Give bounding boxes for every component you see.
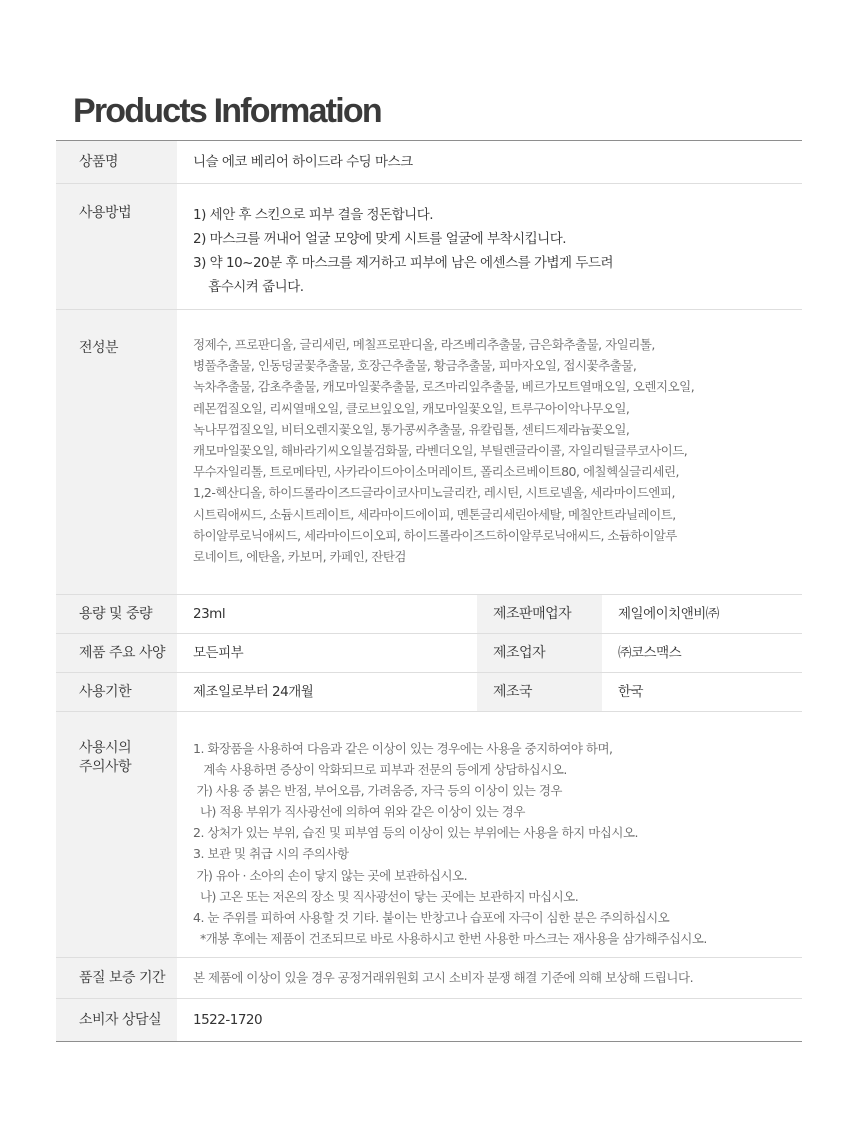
usage-line: 흡수시켜 줍니다. (193, 279, 304, 295)
ingredients-line: 캐모마일꽃오일, 해바라기씨오일불검화물, 라벤더오일, 부틸렌글라이콜, 자일리틸글루코사이드, (193, 443, 688, 459)
caution-line: 가) 사용 중 붉은 반점, 부어오름, 가려움증, 자극 등의 이상이 있는 경우 (193, 783, 563, 799)
caution-label (56, 712, 177, 958)
ingredients-line: 시트릭애씨드, 소듐시트레이트, 세라마이드에이피, 멘톤글리세린아세탈, 메칠안트라닐레이트, (193, 506, 676, 522)
caution-label-line: 주의사항 (79, 759, 132, 775)
spec-value: 모든피부 (177, 634, 477, 673)
ingredients-line: 1,2-헥산디올, 하이드롤라이즈드글라이코사미노글리칸, 레시틴, 시트로넬올, 세라마이드엔피, (193, 485, 675, 501)
ingredients-line: 무수자일리톨, 트로메타민, 사카라이드아이소머레이트, 폴리소르베이트80, 에칠헥실글리세린, (193, 464, 680, 480)
distributor-value: 제일에이치앤비㈜ (602, 595, 802, 634)
row-consumer-center (56, 999, 802, 1042)
ingredients-line: 녹차추출물, 감초추출물, 캐모마일꽃추출물, 로즈마리잎추출물, 베르가모트열매오일, 오렌지오일, (193, 379, 695, 395)
distributor-label: 제조판매업자 (477, 595, 602, 634)
caution-line: 4. 눈 주위를 피하여 사용할 것 기타. 붙이는 반창고나 습포에 자극이 심한 분은 주의하십시오 (193, 909, 670, 925)
usage-line: 1) 세안 후 스킨으로 피부 결을 정돈합니다. (193, 207, 434, 223)
ingredients-line: 병풀추출물, 인동덩굴꽃추출물, 호장근추출물, 황금추출물, 피마자오일, 접시꽃추출물, (193, 358, 637, 374)
usage-value (177, 184, 802, 310)
product-name-value: 니슬 에코 베리어 하이드라 수딩 마스크 (177, 141, 802, 184)
product-info-table (56, 140, 802, 1042)
spec-label: 제품 주요 사양 (56, 634, 177, 673)
row-expiry (56, 673, 802, 712)
usage-line: 2) 마스크를 꺼내어 얼굴 모양에 맞게 시트를 얼굴에 부착시킵니다. (193, 231, 567, 247)
quality-value: 본 제품에 이상이 있을 경우 공정거래위원회 고시 소비자 분쟁 해결 기준에 의해 보상해 드립니다. (177, 958, 802, 999)
country-label: 제조국 (477, 673, 602, 712)
country-value: 한국 (602, 673, 802, 712)
caution-line: 계속 사용하면 증상이 악화되므로 피부과 전문의 등에게 상담하십시오. (193, 762, 567, 778)
manufacturer-value: ㈜코스맥스 (602, 634, 802, 673)
expiry-label: 사용기한 (56, 673, 177, 712)
caution-line: 나) 적용 부위가 직사광선에 의하여 위와 같은 이상이 있는 경우 (193, 804, 525, 820)
expiry-value: 제조일로부터 24개월 (177, 673, 477, 712)
ingredients-line: 정제수, 프로판디올, 글리세린, 메칠프로판디올, 라즈베리추출물, 금은화추출물, 자일리톨, (193, 337, 655, 352)
caution-line: 2. 상처가 있는 부위, 습진 및 피부염 등의 이상이 있는 부위에는 사용을 하지 마십시오. (193, 825, 639, 841)
row-usage (56, 184, 802, 310)
row-product-name (56, 141, 802, 184)
row-ingredients (56, 310, 802, 595)
page-title: Products Information (73, 92, 381, 130)
ingredients-line: 녹나무껍질오일, 비터오렌지꽃오일, 통가콩씨추출물, 유칼립톨, 센티드제라늄꽃오일, (193, 421, 630, 437)
ingredients-value (177, 310, 802, 595)
manufacturer-label: 제조업자 (477, 634, 602, 673)
row-caution (56, 712, 802, 958)
capacity-value: 23ml (177, 595, 477, 634)
ingredients-line: 로네이트, 에탄올, 카보머, 카페인, 잔탄검 (193, 549, 406, 565)
consumer-phone: 1522-1720 (177, 999, 802, 1042)
ingredients-line: 하이알루로닉애씨드, 세라마이드이오피, 하이드롤라이즈드하이알루로닉애씨드, 소듐하이알루 (193, 527, 677, 543)
caution-line: *개봉 후에는 제품이 건조되므로 바로 사용하시고 한번 사용한 마스크는 재사용을 삼가해주십시오. (193, 930, 707, 946)
usage-label: 사용방법 (56, 184, 177, 310)
ingredients-line: 레몬껍질오일, 리씨열매오일, 클로브잎오일, 캐모마일꽃오일, 트루구아이악나무오일, (193, 400, 630, 416)
row-skin-type (56, 634, 802, 673)
caution-value (177, 712, 802, 958)
quality-label: 품질 보증 기간 (56, 958, 177, 999)
consumer-label: 소비자 상담실 (56, 999, 177, 1042)
usage-line: 3) 약 10~20분 후 마스크를 제거하고 피부에 남은 에센스를 가볍게 두드려 (193, 255, 614, 271)
caution-line: 가) 유아 · 소아의 손이 닿지 않는 곳에 보관하십시오. (193, 867, 468, 883)
caution-line: 1. 화장품을 사용하여 다음과 같은 이상이 있는 경우에는 사용을 중지하여야 하며, (193, 741, 613, 756)
caution-line: 3. 보관 및 취급 시의 주의사항 (193, 846, 349, 862)
product-name-label: 상품명 (56, 141, 177, 184)
ingredients-label: 전성분 (56, 310, 177, 595)
capacity-label: 용량 및 중량 (56, 595, 177, 634)
caution-label-line: 사용시의 (79, 740, 132, 756)
caution-line: 나) 고온 또는 저온의 장소 및 직사광선이 닿는 곳에는 보관하지 마십시오. (193, 888, 579, 904)
row-quality-guarantee (56, 958, 802, 999)
row-capacity (56, 595, 802, 634)
